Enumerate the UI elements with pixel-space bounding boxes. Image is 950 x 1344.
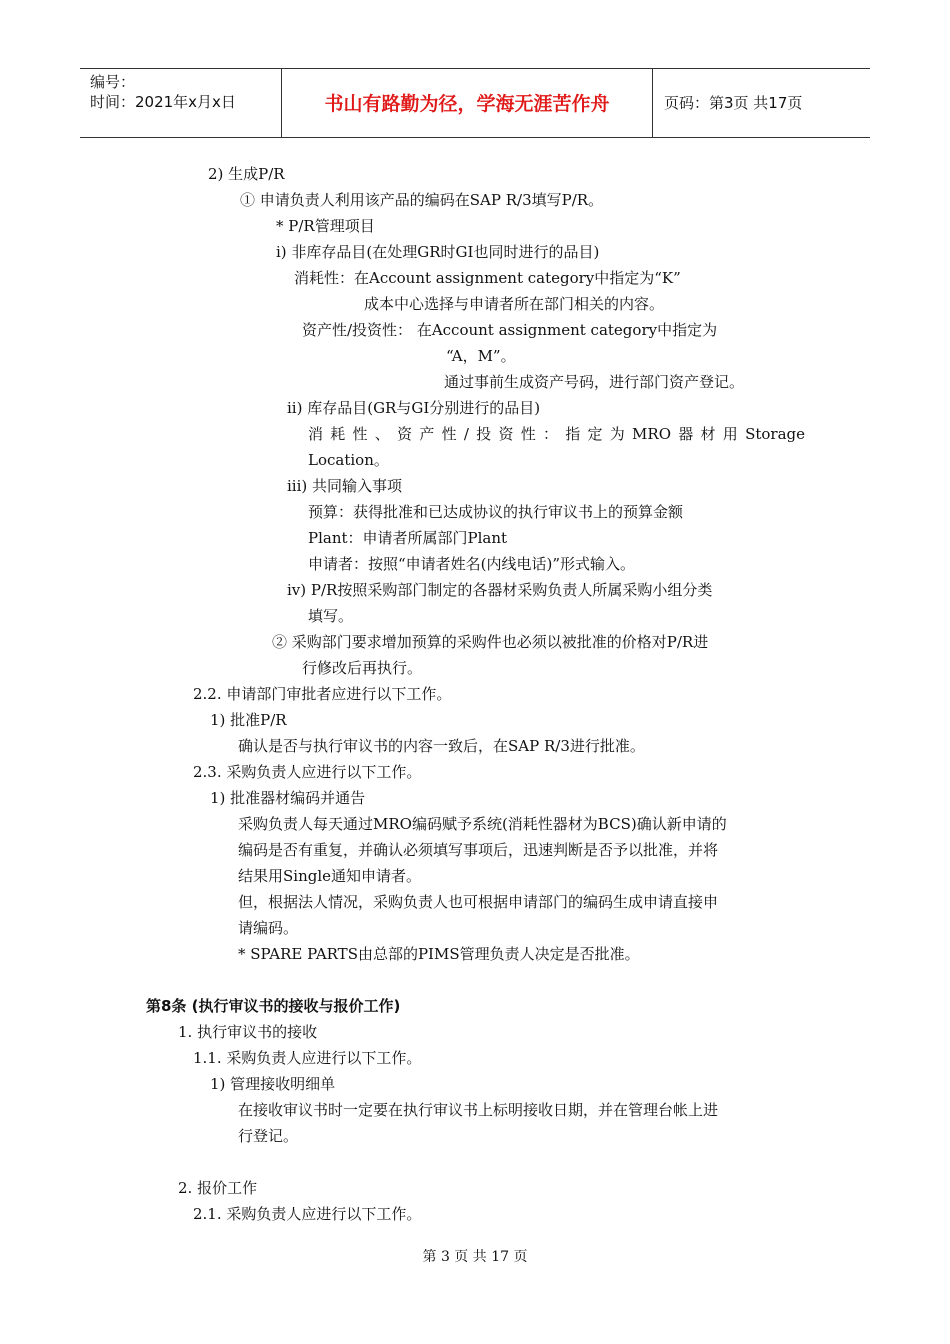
section-heading: 2.2. 申请部门审批者应进行以下工作。 [193, 685, 452, 703]
text-line: 行登记。 [238, 1127, 299, 1145]
text-line: 确认是否与执行审议书的内容一致后，在SAP R/3进行批准。 [238, 737, 645, 755]
section-heading: 1. 执行审议书的接收 [178, 1023, 318, 1041]
text-line: 但，根据法人情况，采购负责人也可根据申请部门的编码生成申请直接申 [238, 893, 719, 911]
list-item: ii) 库存品目(GR与GI分别进行的品目) [287, 399, 541, 417]
list-item: ① 申请负责人利用该产品的编码在SAP R/3填写P/R。 [240, 191, 604, 209]
text-line: 请编码。 [238, 919, 299, 937]
article-heading: 第8条 (执行审议书的接收与报价工作) [146, 997, 401, 1015]
text-line: 填写。 [308, 607, 354, 625]
page-footer: 第 3 页 共 17 页 [422, 1249, 528, 1265]
list-item: 1) 批准P/R [210, 711, 287, 729]
text-line: 资产性/投资性： 在Account assignment category中指定为 [302, 321, 718, 339]
text-line: Plant：申请者所属部门Plant [308, 529, 508, 547]
list-item: 2) 生成P/R [208, 165, 285, 183]
text-line: 预算：获得批准和已达成协议的执行审议书上的预算金额 [308, 503, 684, 521]
text-line: “A，M”。 [446, 347, 516, 365]
list-item: 1) 管理接收明细单 [210, 1075, 336, 1093]
header-meta [80, 69, 281, 137]
text-line: 成本中心选择与申请者所在部门相关的内容。 [364, 295, 665, 313]
header-motto: 书山有路勤为径，学海无涯苦作舟 [324, 93, 610, 115]
text-line: 编码是否有重复，并确认必须填写事项后，迅速判断是否予以批准，并将 [238, 841, 719, 859]
text-line: 通过事前生成资产号码，进行部门资产登记。 [444, 373, 745, 391]
page-header [80, 68, 870, 138]
section-heading: 1.1. 采购负责人应进行以下工作。 [193, 1049, 422, 1067]
section-heading: 2.1. 采购负责人应进行以下工作。 [193, 1205, 422, 1223]
header-number: 编号： [90, 73, 136, 91]
text-line: 消耗性：在Account assignment category中指定为“K” [294, 269, 681, 287]
list-item: * P/R管理项目 [276, 217, 375, 235]
text-line: Location。 [308, 451, 389, 469]
list-item: i) 非库存品目(在处理GR时GI也同时进行的品目) [276, 243, 600, 261]
list-item: iv) P/R按照采购部门制定的各器材采购负责人所属采购小组分类 [287, 581, 713, 599]
list-item: ② 采购部门要求增加预算的采购件也必须以被批准的价格对P/R进 [272, 633, 709, 651]
text-line: * SPARE PARTS由总部的PIMS管理负责人决定是否批准。 [238, 945, 640, 963]
list-item: 1) 批准器材编码并通告 [210, 789, 366, 807]
header-date: 时间：2021年x月x日 [90, 93, 236, 111]
text-line: 采购负责人每天通过MRO编码赋予系统(消耗性器材为BCS)确认新申请的 [238, 815, 727, 833]
text-line: 申请者：按照“申请者姓名(内线电话)”形式输入。 [308, 555, 636, 573]
list-item: iii) 共同输入事项 [287, 477, 403, 495]
text-line: 行修改后再执行。 [302, 659, 423, 677]
text-line: 消耗性、资产性/投资性：指定为MRO器材用Storage [308, 425, 805, 443]
text-line: 结果用Single通知申请者。 [238, 867, 422, 885]
header-page-number: 页码：第3页 共17页 [664, 94, 803, 112]
text-line: 在接收审议书时一定要在执行审议书上标明接收日期，并在管理台帐上进 [238, 1101, 719, 1119]
section-heading: 2. 报价工作 [178, 1179, 258, 1197]
section-heading: 2.3. 采购负责人应进行以下工作。 [193, 763, 422, 781]
